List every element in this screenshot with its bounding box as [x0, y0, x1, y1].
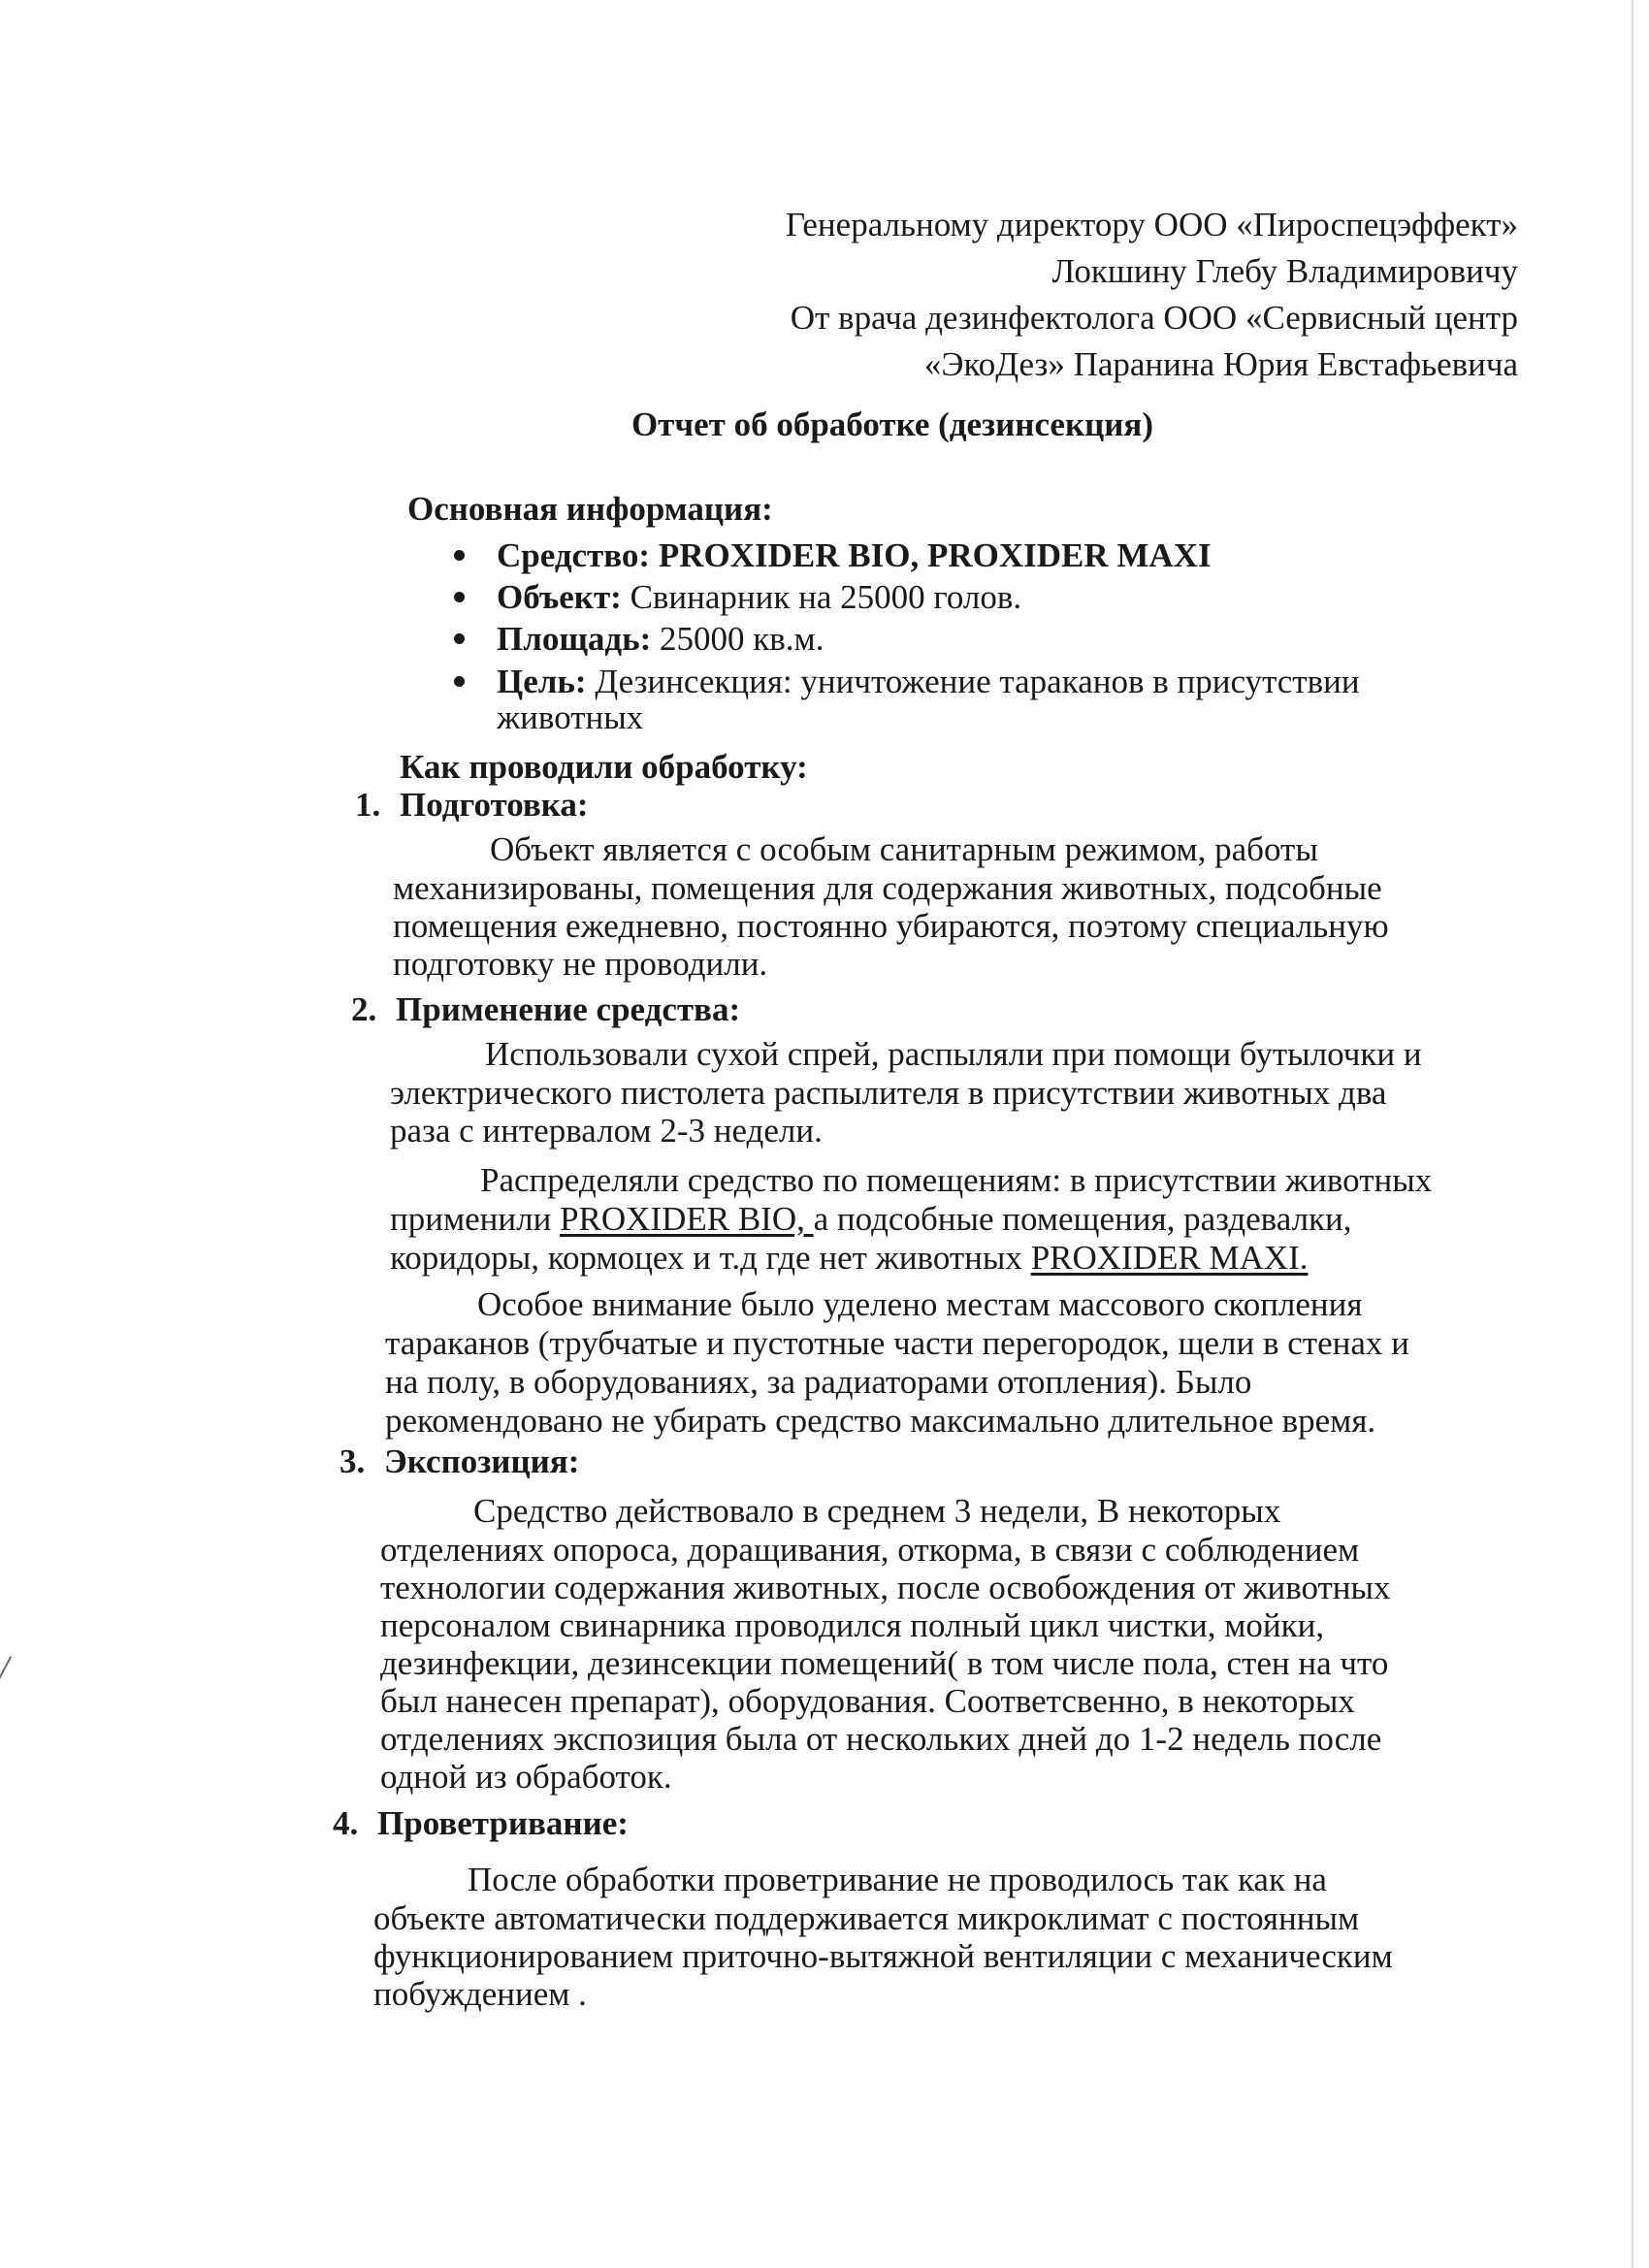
section-number: 3. — [340, 1442, 366, 1480]
addressee-line: Генеральному директору ООО «Пироспецэффект» — [785, 206, 1518, 243]
text-line: отделениях экспозиция была от нескольких дней до 1-2 недель после — [380, 1720, 1382, 1758]
text-line: Объект является с особым санитарным режимом, работы — [490, 830, 1318, 868]
text-line: был нанесен препарат), оборудования. Соответсвенно, в некоторых — [380, 1682, 1355, 1720]
text-line: функционированием приточно-вытяжной вентиляции с механическим — [373, 1937, 1393, 1975]
text-line: рекомендовано не убирать средство максимально длительное время. — [385, 1402, 1376, 1440]
text-line-mixed: коридоры, кормоцех и т.д где нет животных PROXIDER MAXI. — [390, 1239, 1309, 1277]
text-line: электрического пистолета распылителя в присутствии животных два — [390, 1074, 1387, 1112]
text-line: технологии содержания животных, после освобождения от животных — [380, 1569, 1391, 1606]
section-heading: Проветривание: — [377, 1804, 629, 1842]
basic-item-object: Объект: Свинарник на 25000 голов. — [497, 578, 1022, 616]
document-title: Отчет об обработке (дезинсекция) — [630, 405, 1154, 443]
text-line: Распределяли средство по помещениям: в присутствии животных — [480, 1161, 1433, 1199]
text-line: подготовку не проводили. — [393, 945, 768, 983]
section-number: 1. — [355, 786, 381, 824]
bullet-icon — [454, 550, 465, 561]
basic-item-remedy: Средство: PROXIDER BIO, PROXIDER MAXI — [497, 536, 1212, 574]
basic-item-goal-cont: животных — [497, 698, 644, 736]
addressee-block — [786, 202, 1518, 388]
section-heading: Экспозиция: — [384, 1442, 580, 1480]
section-number: 2. — [351, 990, 377, 1028]
section-heading: Применение средства: — [396, 990, 741, 1028]
bullet-icon — [454, 676, 465, 687]
text-line: Особое внимание было уделено местам массового скопления — [477, 1285, 1363, 1323]
bullet-icon — [454, 633, 465, 644]
text-line: раза с интервалом 2-3 недели. — [390, 1112, 823, 1150]
text-line: Использовали сухой спрей, распыляли при помощи бутылочки и — [485, 1035, 1422, 1073]
text-line: тараканов (трубчатые и пустотные части перегородок, щели в стенах и — [385, 1324, 1409, 1362]
text-line: одной из обработок. — [380, 1758, 672, 1796]
text-line: персоналом свинарника проводился полный цикл чистки, мойки, — [380, 1606, 1325, 1644]
underlined-product: PROXIDER MAXI. — [1030, 1239, 1309, 1277]
section-heading: Подготовка: — [400, 786, 589, 824]
addressee-line: От врача дезинфектолога ООО «Сервисный центр — [790, 299, 1518, 337]
basic-info-heading: Основная информация: — [407, 490, 773, 528]
basic-item-goal: Цель: Дезинсекция: уничтожение тараканов в присутствии — [497, 663, 1360, 700]
text-line-mixed: применили PROXIDER BIO, а подсобные помещения, раздевалки, — [390, 1200, 1352, 1238]
text-line: дезинфекции, дезинсекции помещений( в том числе пола, стен на что — [380, 1644, 1389, 1682]
text-line: После обработки проветривание не проводилось так как на — [468, 1861, 1327, 1898]
basic-item-area: Площадь: 25000 кв.м. — [497, 620, 824, 658]
how-heading: Как проводили обработку: — [400, 748, 808, 786]
addressee-line: Локшину Глебу Владимировичу — [1051, 252, 1518, 290]
text-line: помещения ежедневно, постоянно убираются, поэтому специальную — [393, 907, 1389, 945]
text-line: Средство действовало в среднем 3 недели, В некоторых — [473, 1492, 1281, 1530]
text-line: побуждением . — [373, 1975, 587, 2013]
text-line: объекте автоматически поддерживается микроклимат с постоянным — [373, 1899, 1360, 1937]
page-edge-shadow — [1632, 0, 1633, 2268]
text-line: на полу, в оборудованиях, за радиаторами отопления). Было — [385, 1363, 1252, 1401]
text-line: отделениях опороса, доращивания, откорма, в связи с соблюдением — [380, 1531, 1360, 1569]
underlined-product: PROXIDER BIO, — [560, 1200, 814, 1238]
section-number: 4. — [333, 1804, 359, 1842]
scan-mark — [0, 1656, 12, 1695]
bullet-icon — [454, 592, 465, 602]
text-line: механизированы, помещения для содержания животных, подсобные — [393, 869, 1382, 907]
addressee-line: «ЭкоДез» Паранина Юрия Евстафьевича — [923, 345, 1518, 383]
